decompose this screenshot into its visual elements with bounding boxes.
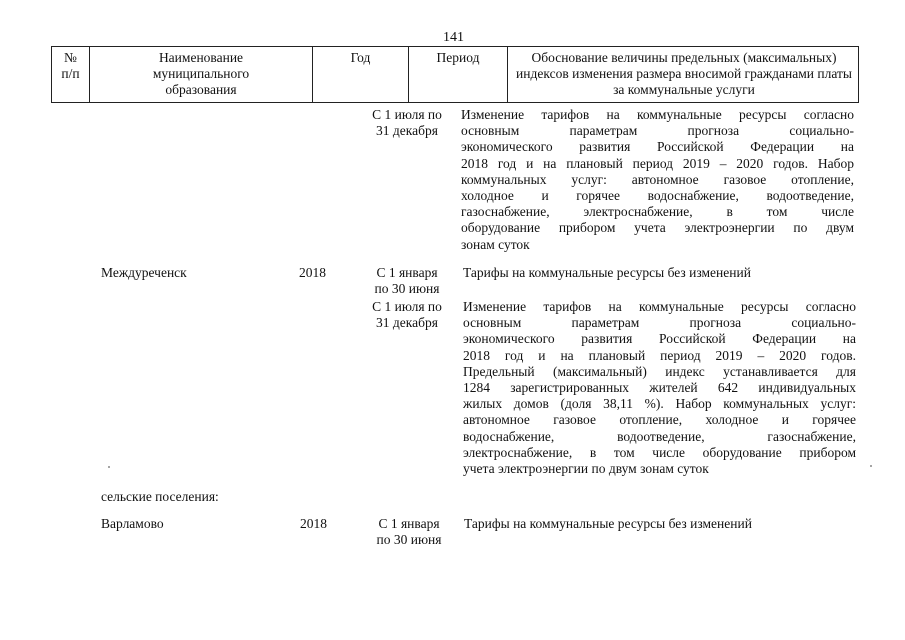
justification-line: водоснабжение, водоотведение, газоснабжение, [463,428,856,444]
row-year: 2018 [299,265,326,280]
row-period-line: по 30 июня [376,532,442,548]
justification-line: автономное газовое отопление, холодное и горячее [463,412,856,428]
justification-line: жилых домов (доля 38,11 %). Набор коммунальных услуг: [463,396,856,412]
header-col-municipality [90,47,312,102]
row-justification [463,299,856,477]
justification-line: экономического развития Российской Федерации на [461,139,854,155]
row-period [362,107,452,139]
row-period-line: С 1 июля по [372,107,442,122]
justification-line: основным параметрам прогноза социально- [463,315,856,331]
header-col-municipality-line: муниципального [152,66,250,81]
header-col-period [409,47,507,102]
row-year: 2018 [300,516,327,531]
header-col-justification-line: за коммунальные услуги [613,82,755,97]
justification-line: оборудование прибором учета электроэнергии по двум [461,220,854,236]
page-number: 141 [443,30,464,45]
justification-line: основным параметрам прогноза социально- [461,123,854,139]
header-col-year [313,47,408,102]
table-header [51,46,859,103]
header-col-municipality-line: образования [165,82,237,97]
justification-line: зонам суток [461,236,530,252]
justification-line: Предельный (максимальный) индекс устанавливается для [463,363,856,379]
header-col-period-label: Период [436,50,480,65]
row-period-line: С 1 июля по [372,299,442,314]
header-col-year-label: Год [350,50,371,65]
row-period [364,516,454,548]
header-col-number-line: № [64,50,77,65]
header-col-justification [508,47,860,102]
justification-line: холодное и горячее водоснабжение, водоотведение, [461,188,854,204]
justification-line: Изменение тарифов на коммунальные ресурсы согласно [463,299,856,314]
justification-line: 2018 год и на плановый период 2019 – 2020 годов. [463,347,856,363]
justification-line: учета электроэнергии по двум зонам суток [463,461,709,477]
row-period-line: по 30 июня [374,281,440,297]
header-col-municipality-line: Наименование [158,50,244,65]
scan-speck [108,466,110,468]
row-period-line: С 1 января [378,516,440,531]
row-justification: Тарифы на коммунальные ресурсы без изменений [464,516,752,531]
header-col-number [52,47,89,102]
header-col-justification-line: индексов изменения размера вносимой гражданами платы [516,66,852,81]
row-period [362,299,452,331]
header-col-number-line: п/п [61,66,80,81]
justification-line: 2018 год и на плановый период 2019 – 2020 годов. Набор [461,155,854,171]
justification-line: 1284 зарегистрированных жителей 642 индивидуальных [463,380,856,396]
row-period [362,265,452,297]
section-heading: сельские поселения: [101,489,219,504]
row-municipality-name: Междуреченск [101,265,187,280]
scan-speck [870,465,872,467]
justification-line: электроснабжение, в том числе оборудование прибором [463,444,856,460]
justification-line: коммунальных услуг: автономное газовое отопление, [461,171,854,187]
header-col-justification-line: Обоснование величины предельных (максимальных) [531,50,837,65]
row-municipality-name: Варламово [101,516,164,531]
justification-line: газоснабжение, электроснабжение, в том числе [461,204,854,220]
row-period-line: 31 декабря [376,315,438,331]
row-period-line: С 1 января [376,265,438,280]
row-justification [461,107,854,253]
row-justification: Тарифы на коммунальные ресурсы без изменений [463,265,751,280]
justification-line: Изменение тарифов на коммунальные ресурсы согласно [461,107,854,122]
justification-line: экономического развития Российской Федерации на [463,331,856,347]
row-period-line: 31 декабря [376,123,438,139]
